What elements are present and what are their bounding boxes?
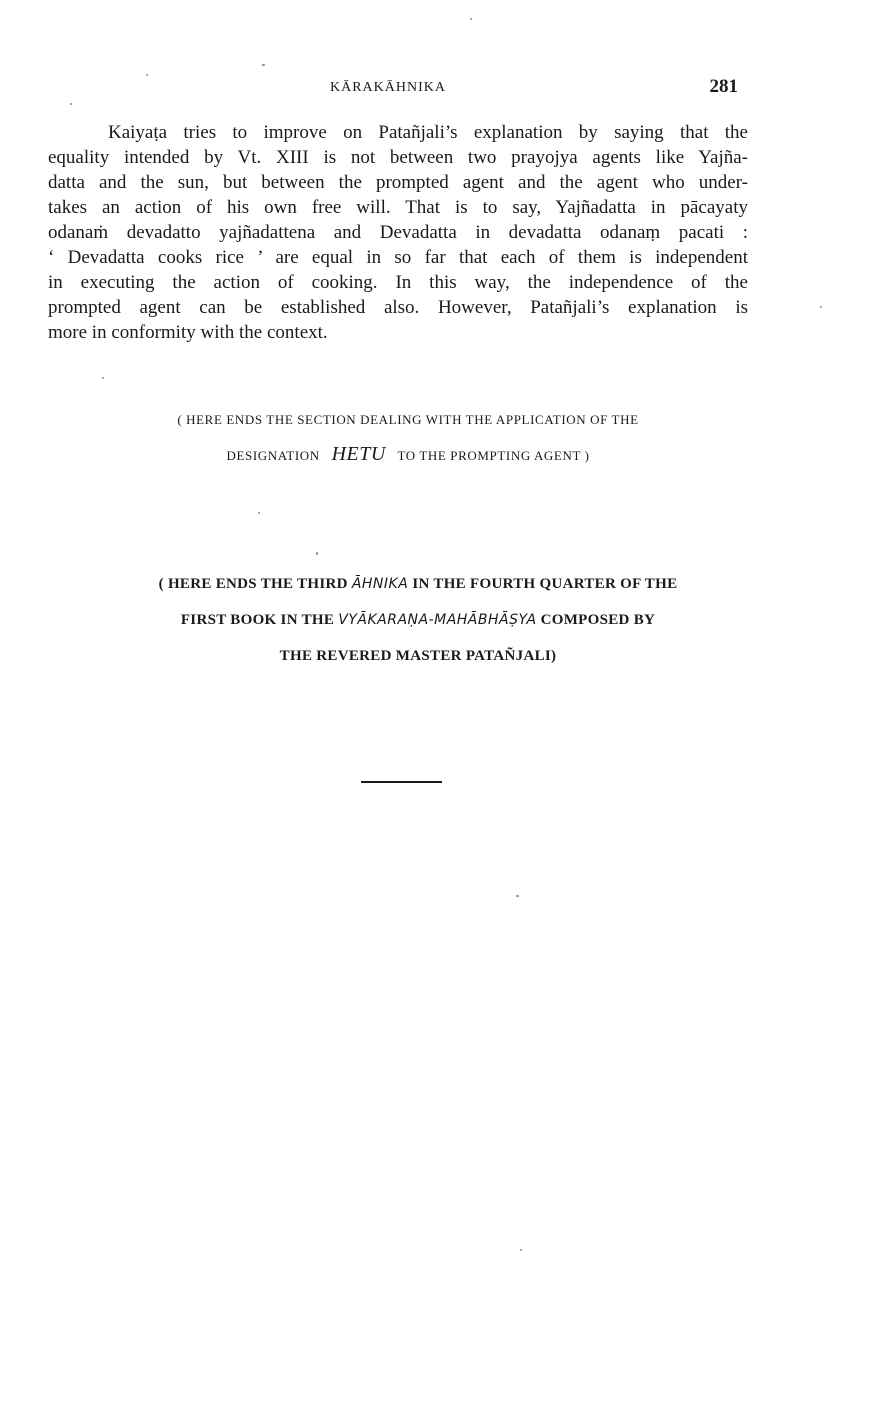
paragraph-line: more in conformity with the context. [48,322,328,343]
closing-rule [361,781,442,783]
ahnika-end-text: ( HERE ENDS THE THIRD [158,576,348,592]
paragraph-line: ‘ Devadatta cooks rice ’ are equal in so far that each of them is independent [48,247,748,268]
ahnika-end-text: FIRST BOOK IN THE [180,612,335,628]
ahnika-term: ĀHNIKA [351,576,409,592]
paragraph-line: odanaṁ devadatto yajñadattena and Devadatta in devadatta odanaṃ pacati : [48,222,748,243]
section-end-colophon [48,402,768,473]
scan-speck [258,512,260,514]
scan-speck [470,18,472,20]
scan-speck [262,64,265,66]
ahnika-end-line-3: THE REVERED MASTER PATAÑJALI) [279,648,557,664]
page-number: 281 [709,76,738,97]
ahnika-end-text: IN THE FOURTH QUARTER OF THE [412,576,678,592]
scan-speck [820,306,822,308]
section-end-line-1: ( HERE ENDS THE SECTION DEALING WITH THE APPLICATION OF THE [177,412,639,427]
paragraph-line: equality intended by Vt. XIII is not between two prayojya agents like Yajña- [48,147,748,168]
ahnika-end-colophon [48,566,788,674]
scan-speck [516,895,519,897]
paragraph-line: prompted agent can be established also. However, Patañjali’s explanation is [48,297,748,318]
paragraph-line: datta and the sun, but between the prompted agent and the agent who under- [48,172,748,193]
running-title: KĀRAKĀHNIKA [330,80,446,95]
book-title: VYĀKARAṆA-MAHĀBHĀṢYA [338,612,537,628]
section-end-term: HETU [331,443,386,465]
scan-speck [520,1249,522,1251]
scan-speck [70,103,72,105]
scan-speck [316,552,318,555]
scan-speck [146,74,148,76]
body-paragraph [48,120,748,345]
section-end-text-before: DESIGNATION [226,448,320,463]
ahnika-end-line-2 [48,602,788,638]
paragraph-line: Kaiyaṭa tries to improve on Patañjali’s explanation by saying that the [108,122,748,143]
running-head [48,76,738,100]
scan-speck [102,377,104,379]
ahnika-end-text: COMPOSED BY [540,612,656,628]
section-end-line-2 [48,437,768,473]
paragraph-line: takes an action of his own free will. That is to say, Yajñadatta in pācayaty [48,197,748,218]
ahnika-end-line-1 [48,566,788,602]
section-end-text-after: TO THE PROMPTING AGENT ) [397,448,590,463]
paragraph-line: in executing the action of cooking. In this way, the independence of the [48,272,748,293]
